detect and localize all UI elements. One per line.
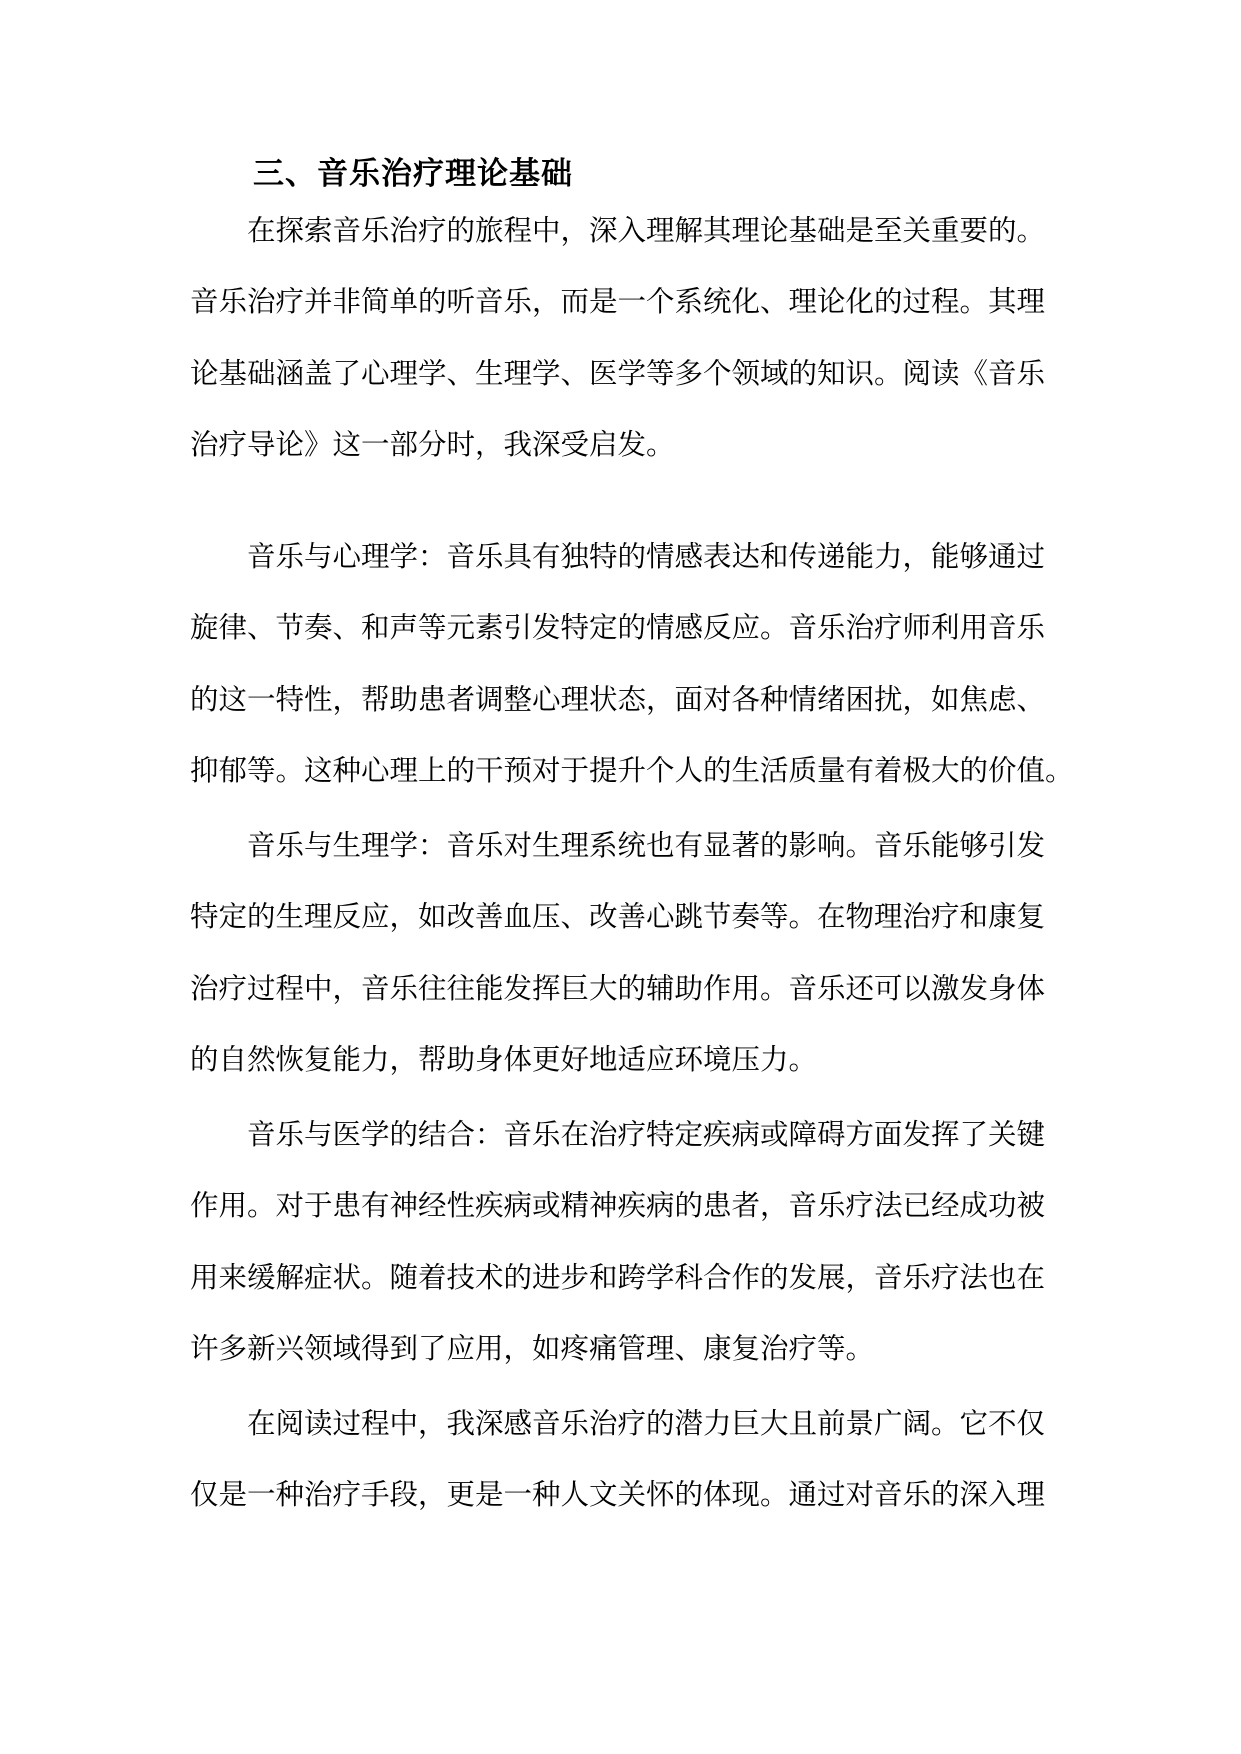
paragraph-line: 的这一特性，帮助患者调整心理状态，面对各种情绪困扰，如焦虑、 [190, 683, 1046, 716]
paragraph-line: 许多新兴领域得到了应用，如疼痛管理、康复治疗等。 [190, 1332, 875, 1365]
paragraph-line: 的自然恢复能力，帮助身体更好地适应环境压力。 [190, 1043, 818, 1076]
paragraph-line: 用来缓解症状。随着技术的进步和跨学科合作的发展，音乐疗法也在 [190, 1261, 1046, 1294]
paragraph-line: 在探索音乐治疗的旅程中，深入理解其理论基础是至关重要的。 [247, 214, 1046, 247]
paragraph-line: 作用。对于患有神经性疾病或精神疾病的患者，音乐疗法已经成功被 [190, 1189, 1046, 1222]
paragraph-line: 特定的生理反应，如改善血压、改善心跳节奏等。在物理治疗和康复 [190, 900, 1046, 933]
section-heading: 三、音乐治疗理论基础 [253, 156, 573, 192]
paragraph-line: 治疗过程中，音乐往往能发挥巨大的辅助作用。音乐还可以激发身体 [190, 972, 1046, 1005]
paragraph-line: 音乐与生理学：音乐对生理系统也有显著的影响。音乐能够引发 [247, 829, 1046, 862]
paragraph-line: 音乐与医学的结合：音乐在治疗特定疾病或障碍方面发挥了关键 [247, 1118, 1046, 1151]
paragraph-line: 仅是一种治疗手段，更是一种人文关怀的体现。通过对音乐的深入理 [190, 1478, 1046, 1511]
paragraph-line: 旋律、节奏、和声等元素引发特定的情感反应。音乐治疗师利用音乐 [190, 611, 1046, 644]
paragraph-line: 治疗导论》这一部分时，我深受启发。 [190, 428, 675, 461]
paragraph-line: 在阅读过程中，我深感音乐治疗的潜力巨大且前景广阔。它不仅 [247, 1407, 1046, 1440]
paragraph-line: 音乐与心理学：音乐具有独特的情感表达和传递能力，能够通过 [247, 540, 1046, 573]
paragraph-line: 音乐治疗并非简单的听音乐，而是一个系统化、理论化的过程。其理 [190, 285, 1046, 318]
paragraph-line: 抑郁等。这种心理上的干预对于提升个人的生活质量有着极大的价值。 [190, 754, 1074, 787]
paragraph-line: 论基础涵盖了心理学、生理学、医学等多个领域的知识。阅读《音乐 [190, 357, 1046, 390]
